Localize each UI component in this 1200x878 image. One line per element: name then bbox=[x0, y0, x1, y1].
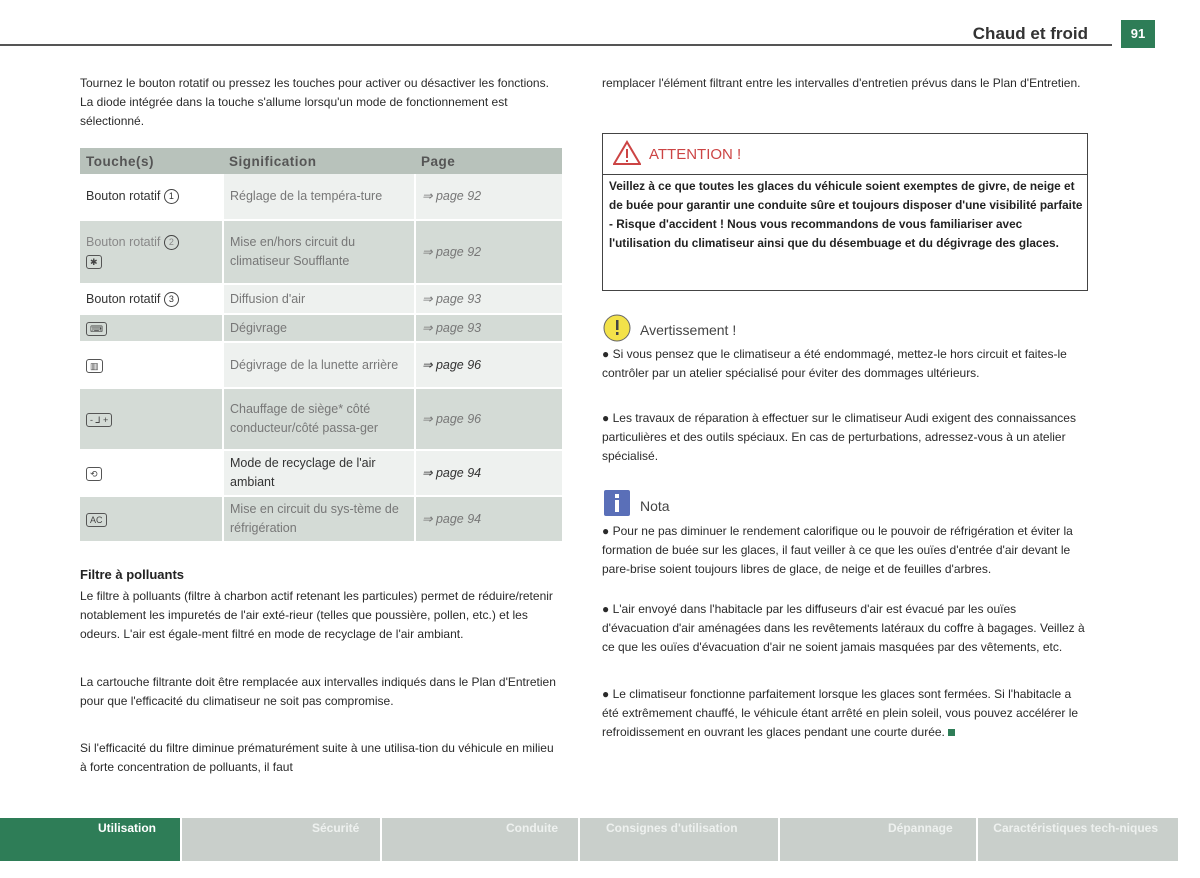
info-icon bbox=[602, 488, 632, 518]
defrost-windshield-icon: ⌨ bbox=[86, 322, 107, 336]
end-marker-icon bbox=[948, 729, 955, 736]
page-number: 91 bbox=[1121, 20, 1155, 48]
key-cell bbox=[80, 496, 223, 542]
filtre-paragraph-1: Le filtre à polluants (filtre à charbon actif retenant les particules) permet de réduire/retenir notablement les impuretés de l'air exté-rieur (telles que poussière, pollen, etc.) et les odeurs. L'air est égale-ment filtré en mode de recyclage de l'air ambiant. bbox=[80, 589, 553, 641]
section-heading-filtre: Filtre à polluants bbox=[80, 567, 185, 582]
key-label: Bouton rotatif bbox=[86, 291, 161, 306]
footer-tab-utilisation[interactable]: Utilisation bbox=[0, 818, 180, 861]
filtre-paragraph-2: La cartouche filtrante doit être remplacée aux intervalles indiqués dans le Plan d'Entretien pour que l'efficacité du climatiseur ne soit pas compromise. bbox=[80, 675, 556, 708]
meaning-cell: Mise en/hors circuit du climatiseur Soufflante bbox=[223, 220, 415, 284]
meaning-cell: Chauffage de siège* côté conducteur/côté passa-ger bbox=[223, 388, 415, 450]
attention-box bbox=[602, 133, 1088, 291]
filtre-paragraph-3: Si l'efficacité du filtre diminue prématurément suite à une utilisa-tion du véhicule en milieu à forte concentration de polluants, il faut bbox=[80, 741, 554, 774]
key-cell bbox=[80, 450, 223, 496]
key-label: Bouton rotatif bbox=[86, 189, 161, 203]
controls-table bbox=[80, 148, 562, 543]
footer-tab-depannage[interactable]: Dépannage bbox=[780, 818, 976, 861]
avertissement-bullet-2: ● Les travaux de réparation à effectuer sur le climatiseur Audi exigent des connaissances particulières et des outils spéciaux. En cas de perturbations, adressez-vous à un atelier spécialisé. bbox=[602, 411, 1076, 463]
attention-title: ATTENTION ! bbox=[649, 146, 742, 163]
col-header-keys: Touche(s) bbox=[80, 148, 223, 174]
meaning-cell: Dégivrage de la lunette arrière bbox=[223, 342, 415, 388]
table-row bbox=[80, 314, 562, 342]
col-header-page: Page bbox=[415, 148, 562, 174]
right-intro-paragraph: remplacer l'élément filtrant entre les intervalles d'entretien prévus dans le Plan d'Entretien. bbox=[602, 76, 1081, 90]
page-ref: ⇒ page 93 bbox=[415, 314, 562, 342]
key-cell bbox=[80, 388, 223, 450]
table-row bbox=[80, 496, 562, 542]
nota-bullet-2: ● L'air envoyé dans l'habitacle par les diffuseurs d'air est évacué par les ouïes d'évacuation d'air aménagées dans les revêtements latéraux du coffre à bagages. Veillez à ce que les ouïes d'évacuation d'air ne soient jamais masquées par des vêtements, etc. bbox=[602, 602, 1085, 654]
page-ref: ⇒ page 96 bbox=[415, 342, 562, 388]
warning-triangle-icon bbox=[613, 140, 641, 166]
page-ref: ⇒ page 96 bbox=[415, 388, 562, 450]
page-title: Chaud et froid bbox=[972, 24, 1088, 43]
avertissement-title: Avertissement ! bbox=[640, 322, 737, 338]
nota-bullet-3: ● Le climatiseur fonctionne parfaitement lorsque les glaces sont fermées. Si l'habitacle a été extrêmement chauffé, le véhicule étant arrêté en plein soleil, vous pouvez accélérer le refroidissement en ouvrant les glaces pendant une courte durée. bbox=[602, 687, 1079, 739]
meaning-cell: Mise en circuit du sys-tème de réfrigération bbox=[223, 496, 415, 542]
header-rule bbox=[0, 44, 1112, 46]
caution-icon bbox=[602, 313, 632, 343]
table-row bbox=[80, 342, 562, 388]
footer-tab-caracteristiques[interactable]: Caractéristiques tech-niques bbox=[978, 818, 1178, 861]
page-ref: ⇒ page 94 bbox=[415, 450, 562, 496]
attention-header bbox=[603, 134, 1087, 175]
footer-tab-securite[interactable]: Sécurité bbox=[182, 818, 380, 861]
meaning-cell: Diffusion d'air bbox=[223, 284, 415, 314]
nota-title: Nota bbox=[640, 498, 670, 514]
footer-tab-conduite[interactable]: Conduite bbox=[382, 818, 578, 861]
attention-text: Veillez à ce que toutes les glaces du véhicule soient exemptes de givre, de neige et de buée pour garantir une conduite sûre et toujours disposer d'une visibilité parfaite - Risque d'accident ! Nous vous recommandons de vous familiariser avec l'utilisation du climatiseur ainsi que du désembuage et du dégivrage des glaces. bbox=[609, 179, 1083, 250]
nota-bullet-1: ● Pour ne pas diminuer le rendement calorifique ou le pouvoir de réfrigération et éviter la formation de buée sur les glaces, il faut veiller à ce que les ouïes d'entrée d'air devant le pare-brise soient toujours libres de glace, de neige et de feuilles d'arbres. bbox=[602, 524, 1073, 576]
key-cell bbox=[80, 174, 223, 220]
table-header bbox=[80, 148, 562, 174]
key-cell bbox=[80, 284, 223, 314]
key-label: Bouton rotatif bbox=[86, 235, 161, 249]
col-header-meaning: Signification bbox=[223, 148, 415, 174]
meaning-cell: Réglage de la tempéra-ture bbox=[223, 174, 415, 220]
page-ref: ⇒ page 92 bbox=[415, 220, 562, 284]
number-circle-icon: 1 bbox=[164, 189, 179, 204]
seat-heating-icon: - ⅃ + bbox=[86, 413, 112, 427]
key-cell bbox=[80, 342, 223, 388]
page-ref: ⇒ page 94 bbox=[415, 496, 562, 542]
rear-defrost-icon: ▥ bbox=[86, 359, 103, 373]
table-row bbox=[80, 220, 562, 284]
fan-icon: ✱ bbox=[86, 255, 102, 269]
table-row bbox=[80, 284, 562, 314]
table-row bbox=[80, 450, 562, 496]
table-row bbox=[80, 388, 562, 450]
number-circle-icon: 2 bbox=[164, 235, 179, 250]
meaning-cell: Dégivrage bbox=[223, 314, 415, 342]
footer-tab-consignes[interactable]: Consignes d'utilisation bbox=[580, 818, 778, 861]
ac-icon: AC bbox=[86, 513, 107, 527]
key-cell bbox=[80, 314, 223, 342]
number-circle-icon: 3 bbox=[164, 292, 179, 307]
page-ref: ⇒ page 93 bbox=[415, 284, 562, 314]
key-cell bbox=[80, 220, 223, 284]
intro-paragraph: Tournez le bouton rotatif ou pressez les touches pour activer ou désactiver les fonctions. La diode intégrée dans la touche s'allume lorsqu'un mode de fonctionnement est sélectionné. bbox=[80, 76, 549, 128]
avertissement-bullet-1: ● Si vous pensez que le climatiseur a été endommagé, mettez-le hors circuit et faites-le contrôler par un atelier spécialisé pour éviter des dommages ultérieurs. bbox=[602, 347, 1067, 380]
page-ref: ⇒ page 92 bbox=[415, 174, 562, 220]
recirculation-icon: ⟲ bbox=[86, 467, 102, 481]
table-row bbox=[80, 174, 562, 220]
meaning-cell: Mode de recyclage de l'air ambiant bbox=[223, 450, 415, 496]
